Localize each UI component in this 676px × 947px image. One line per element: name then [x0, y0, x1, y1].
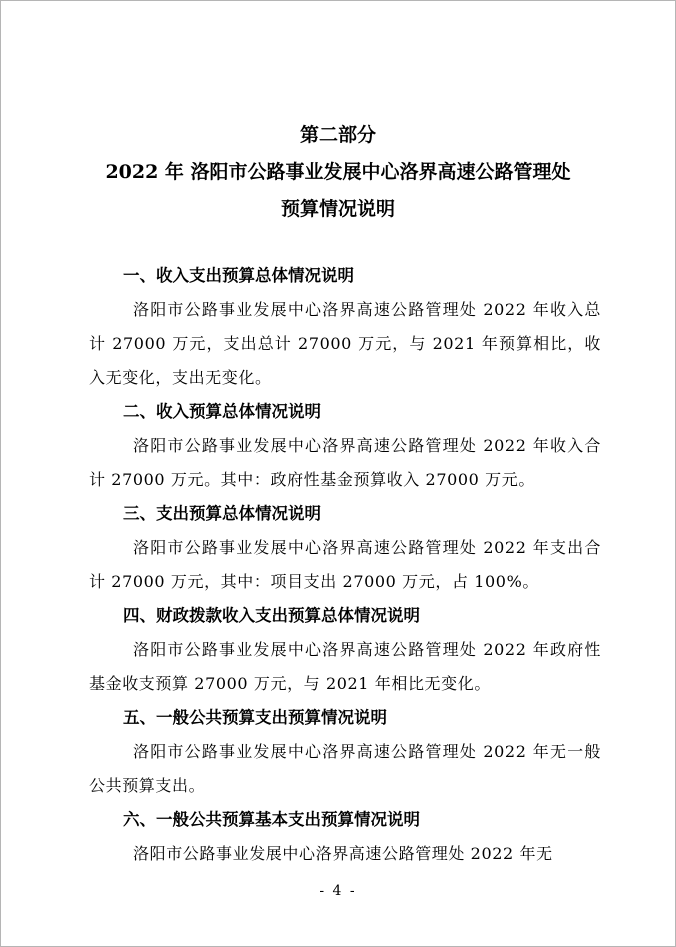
section-paragraph: 洛阳市公路事业发展中心洛界高速公路管理处 2022 年收入合计 27000 万元。其中：政府性基金预算收入 27000 万元。	[89, 436, 601, 489]
section-heading: 三、支出预算总体情况说明	[123, 504, 321, 523]
section-heading: 四、财政拨款收入支出预算总体情况说明	[123, 606, 420, 625]
section-3	[89, 497, 601, 599]
section-paragraph: 洛阳市公路事业发展中心洛界高速公路管理处 2022 年无	[133, 844, 553, 863]
document-body	[89, 259, 601, 871]
section-1	[89, 259, 601, 395]
section-heading: 一、收入支出预算总体情况说明	[123, 266, 354, 285]
section-paragraph: 洛阳市公路事业发展中心洛界高速公路管理处 2022 年收入总计 27000 万元，支出总计 27000 万元，与 2021 年预算相比，收入无变化，支出无变化。	[89, 300, 601, 387]
section-heading: 六、一般公共预算基本支出预算情况说明	[123, 810, 420, 829]
title-part: 第二部分	[299, 124, 376, 146]
section-2	[89, 395, 601, 497]
title-subject: 预算情况说明	[280, 198, 395, 220]
section-heading: 二、收入预算总体情况说明	[123, 402, 321, 421]
section-5	[89, 701, 601, 803]
section-paragraph: 洛阳市公路事业发展中心洛界高速公路管理处 2022 年政府性基金收支预算 27000 万元，与 2021 年相比无变化。	[89, 640, 601, 693]
section-4	[89, 599, 601, 701]
title-organization: 2022 年 洛阳市公路事业发展中心洛界高速公路管理处	[105, 161, 571, 183]
section-paragraph: 洛阳市公路事业发展中心洛界高速公路管理处 2022 年无一般公共预算支出。	[89, 742, 601, 795]
page-number: - 4 -	[319, 883, 357, 899]
section-paragraph: 洛阳市公路事业发展中心洛界高速公路管理处 2022 年支出合计 27000 万元，其中：项目支出 27000 万元，占 100%。	[89, 538, 601, 591]
section-6	[89, 803, 601, 871]
section-heading: 五、一般公共预算支出预算情况说明	[123, 708, 387, 727]
document-title-block	[1, 117, 675, 228]
